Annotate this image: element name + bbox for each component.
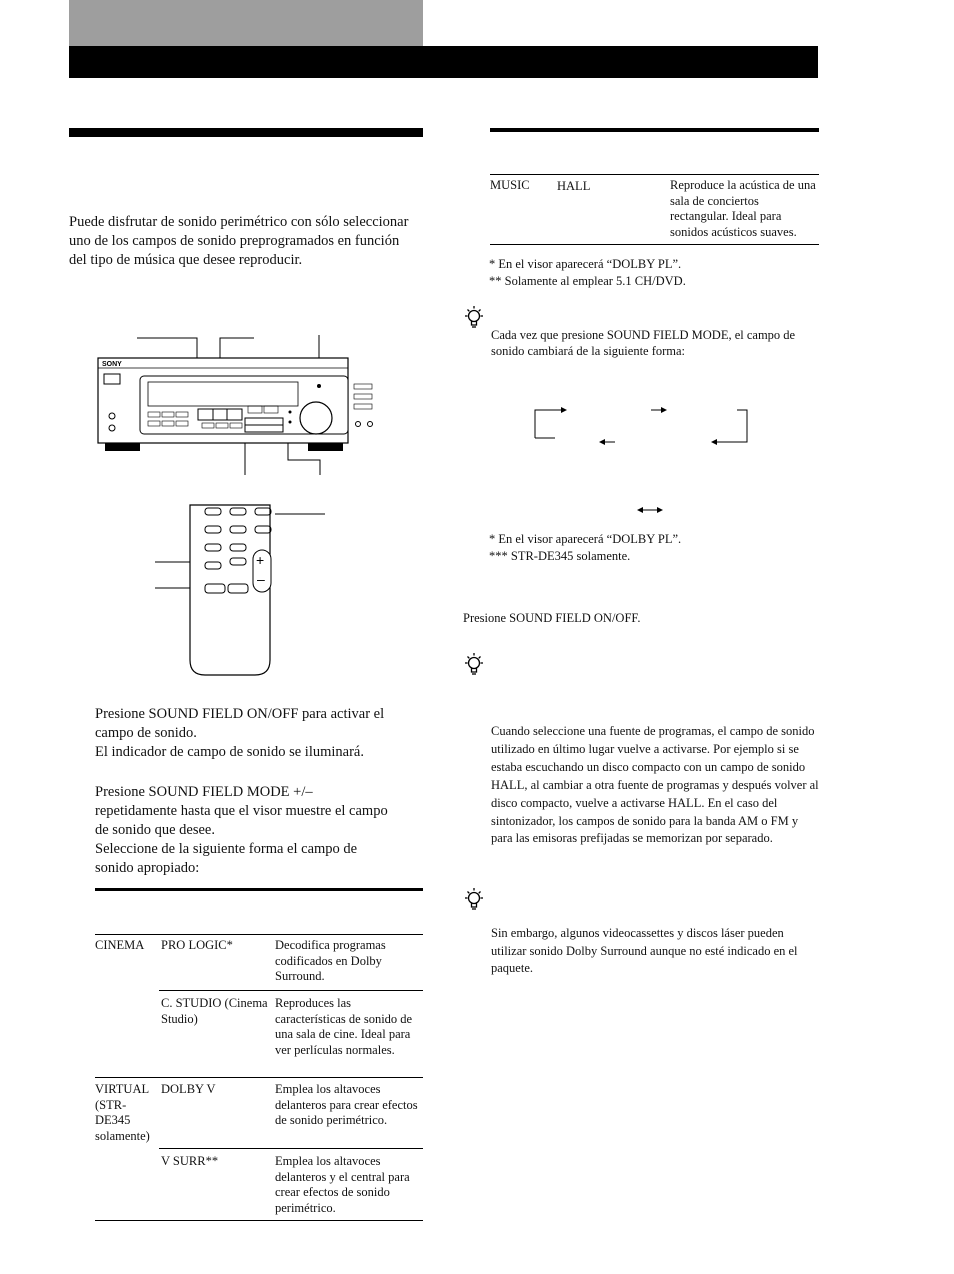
right-table-header-rule xyxy=(490,174,819,175)
header-gray-tab xyxy=(69,0,423,46)
tip-3-text: Sin embargo, algunos videocassettes y discos láser pueden utilizar sonido Dolby Surround aunque no esté indicado en el paquete. xyxy=(491,926,798,975)
footnote-1: * En el visor aparecerá “DOLBY PL”. xyxy=(489,257,682,271)
receiver-illustration xyxy=(90,330,350,475)
table-cell-group: MUSIC xyxy=(490,178,530,192)
left-table-top-rule xyxy=(95,888,423,891)
right-table-bottom-rule xyxy=(490,244,819,245)
receiver-side-buttons xyxy=(350,380,380,430)
footnote-2: ** Solamente al emplear 5.1 CH/DVD. xyxy=(489,274,686,288)
header-black-bar xyxy=(69,46,818,78)
sound-field-cycle-diagram xyxy=(525,398,755,523)
left-table-bottom-rule xyxy=(95,1220,423,1221)
table-cell-group: CINEMA xyxy=(95,938,145,952)
section-rule-left xyxy=(69,128,423,137)
table-cell-field: V SURR** xyxy=(161,1154,219,1168)
lightbulb-tip-icon xyxy=(463,652,485,678)
table-row-rule xyxy=(95,1077,423,1078)
step-1 xyxy=(95,705,423,762)
step-2 xyxy=(95,783,395,878)
lightbulb-tip-icon xyxy=(463,305,485,331)
table-cell-group: VIRTUAL (STR-DE345 solamente) xyxy=(95,1082,150,1143)
tip-2-text: Cuando seleccione una fuente de programas, el campo de sonido utilizado en último lugar vuelve a activarse. Por ejemplo si se estaba escuchando un disco compacto con un campo de sonido HALL, al cambiar a otra fuente de programas y después volver al disco compacto, vuelve a activarse HALL. En el caso del sintonizador, los campos de sonido para la banda AM o FM y para las emisoras prefijadas se memorizan por separado. xyxy=(491,724,819,846)
remote-illustration xyxy=(150,500,330,680)
lightbulb-tip-icon xyxy=(463,887,485,913)
off-instruction: Presione SOUND FIELD ON/OFF. xyxy=(463,611,641,625)
step-1-note: El indicador de campo de sonido se iluminará. xyxy=(95,744,364,760)
table-cell-field: PRO LOGIC* xyxy=(161,938,233,952)
table-cell-effect: Reproduces las características de sonido de una sala de cine. Ideal para ver perlículas normales. xyxy=(275,996,413,1057)
table-cell-effect: Reproduce la acústica de una sala de conciertos rectangular. Ideal para sonidos acústicos suaves. xyxy=(670,178,816,239)
svg-text:–: – xyxy=(257,571,265,587)
cycle-note-2: *** STR-DE345 solamente. xyxy=(489,549,631,563)
step-2-note: Seleccione de la siguiente forma el campo de sonido apropiado: xyxy=(95,841,358,876)
cycle-note-1: * En el visor aparecerá “DOLBY PL”. xyxy=(489,532,682,546)
table-row-rule xyxy=(159,990,423,991)
left-table-header-rule xyxy=(95,934,423,935)
table-cell-field: HALL xyxy=(557,179,591,193)
table-cell-effect: Decodifica programas codificados en Dolby Surround. xyxy=(275,938,386,983)
table-cell-effect: Emplea los altavoces delanteros y el central para crear efectos de sonido perimétrico. xyxy=(275,1154,410,1215)
svg-text:+: + xyxy=(256,552,265,568)
intro-paragraph: Puede disfrutar de sonido perimétrico con sólo seleccionar uno de los campos de sonido preprogramados en función del tipo de música que desee reproducir. xyxy=(69,214,409,268)
table-cell-field: DOLBY V xyxy=(161,1082,216,1096)
brand-label: SONY xyxy=(102,361,122,368)
step-1-text: Presione SOUND FIELD ON/OFF para activar el campo de sonido. xyxy=(95,706,385,741)
table-row-rule xyxy=(159,1148,423,1149)
table-cell-field: C. STUDIO (Cinema Studio) xyxy=(161,996,268,1026)
section-rule-right xyxy=(490,128,819,132)
table-cell-effect: Emplea los altavoces delanteros para crear efectos de sonido perimétrico. xyxy=(275,1082,418,1127)
step-2-text: Presione SOUND FIELD MODE +/– repetidamente hasta que el visor muestre el campo de sonido que desee. xyxy=(95,784,388,838)
tip-1-text: Cada vez que presione SOUND FIELD MODE, el campo de sonido cambiará de la siguiente forma: xyxy=(491,328,796,358)
